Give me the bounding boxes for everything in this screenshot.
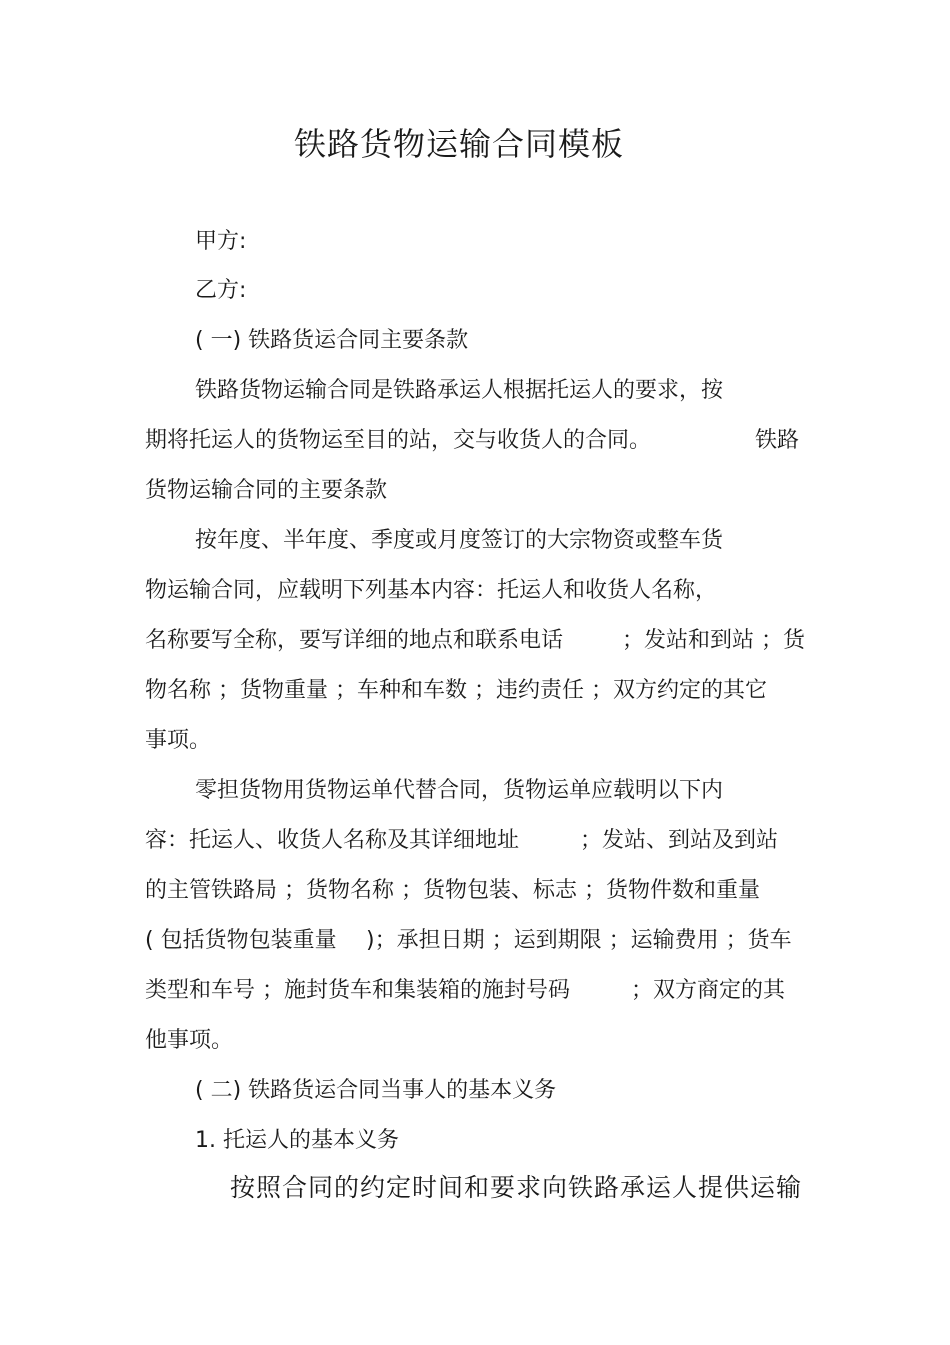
paragraph-line: 货物运输合同的主要条款: [145, 478, 388, 503]
paragraph-line: )；承担日期 ；运到期限 ；运输费用 ；货车: [366, 928, 792, 953]
paragraph-line: ；发站和到站 ；货: [622, 628, 805, 653]
paragraph-line: 零担货物用货物运单代替合同，货物运单应载明以下内: [195, 778, 724, 803]
party-b-label: 乙方:: [195, 278, 247, 303]
paragraph-line: 按年度、半年度、季度或月度签订的大宗物资或整车货: [195, 528, 724, 553]
paragraph-line: ；发站、到站及到站: [580, 828, 779, 853]
document-title: 铁路货物运输合同模板: [293, 125, 624, 163]
subsection-heading: 1. 托运人的基本义务: [195, 1128, 399, 1153]
section-heading-2: ( 二) 铁路货运合同当事人的基本义务: [195, 1078, 557, 1103]
paragraph-line: 物运输合同，应载明下列基本内容：托运人和收货人名称，: [145, 578, 718, 603]
paragraph-line: 铁路: [755, 428, 800, 453]
paragraph-line: 按照合同的约定时间和要求向铁路承运人提供运输: [230, 1173, 803, 1202]
paragraph-line: 铁路货物运输合同是铁路承运人根据托运人的要求，按: [195, 378, 724, 403]
paragraph-line: 的主管铁路局 ；货物名称 ；货物包装、标志 ；货物件数和重量: [145, 878, 760, 903]
section-heading-1: ( 一) 铁路货运合同主要条款: [195, 328, 469, 353]
paragraph-line: 名称要写全称，要写详细的地点和联系电话: [145, 628, 564, 653]
paragraph-line: 物名称 ；货物重量 ；车种和车数 ；违约责任 ；双方约定的其它: [145, 678, 767, 703]
paragraph-line: 他事项。: [145, 1028, 234, 1053]
paragraph-line: ；双方商定的其: [631, 978, 786, 1003]
paragraph-line: ( 包括货物包装重量: [145, 928, 337, 953]
paragraph-line: 容：托运人、收货人名称及其详细地址: [145, 828, 520, 853]
paragraph-line: 类型和车号 ；施封货车和集装箱的施封号码: [145, 978, 570, 1003]
party-a-label: 甲方:: [195, 229, 247, 254]
paragraph-line: 期将托运人的货物运至目的站，交与收货人的合同。: [145, 428, 652, 453]
paragraph-line: 事项。: [145, 728, 212, 753]
